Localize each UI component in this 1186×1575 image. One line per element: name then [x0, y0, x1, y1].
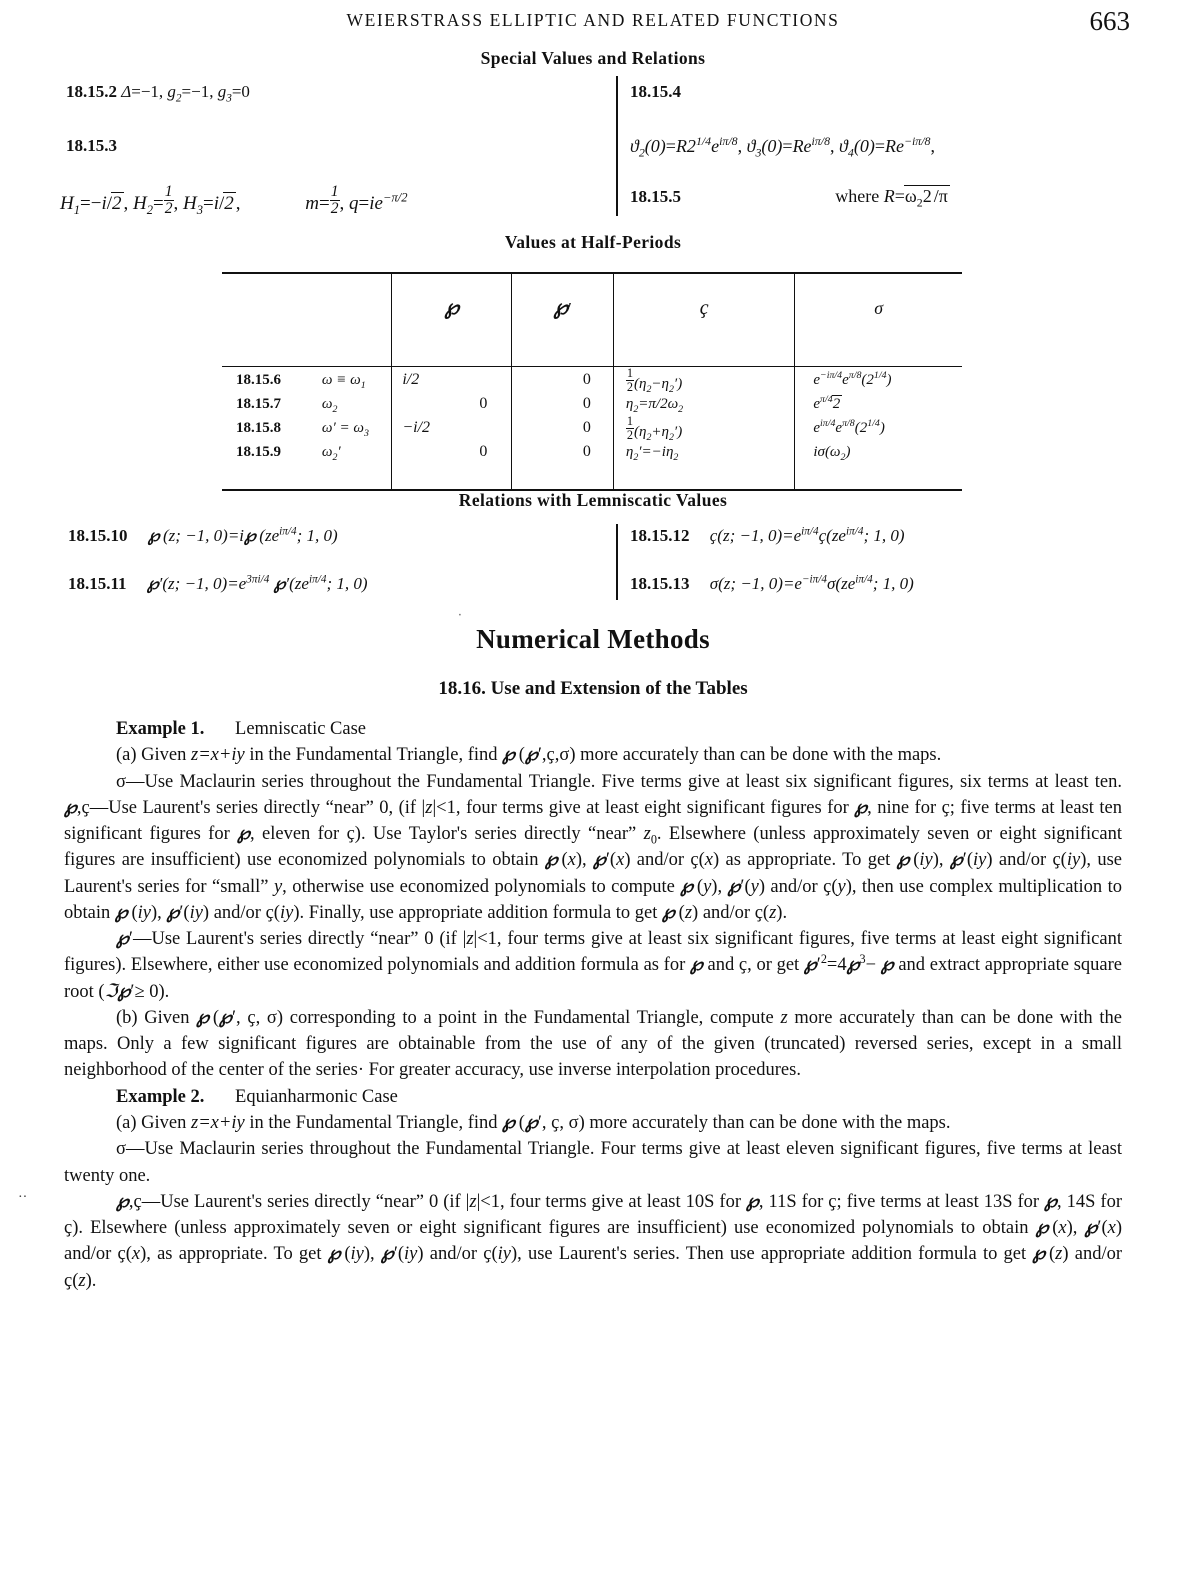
equation-number: 18.15.5	[630, 187, 681, 206]
row-equation-number: 18.15.7	[236, 395, 281, 412]
row-equation-number: 18.15.8	[236, 419, 281, 436]
body-text	[64, 716, 1122, 1294]
equation-number: 18.15.10	[68, 526, 128, 545]
equation-18-15-3	[66, 136, 117, 156]
equation-number: 18.15.2	[66, 82, 117, 101]
page-number: 663	[1089, 6, 1130, 36]
margin-mark: ··	[18, 1190, 28, 1205]
header-blank-1	[222, 273, 322, 340]
example-2-title	[64, 1084, 1122, 1110]
spacer-cell	[512, 340, 614, 367]
row-zeta-value: $\eta_2=\pi/2\omega_2$	[613, 393, 795, 415]
spacer-cell	[613, 463, 795, 490]
spacer-cell	[322, 463, 392, 490]
H-values: $H_1=-i/2$ , $H_2=$ $\frac{1}{2}$ , $H_3=i/2$ ,	[60, 183, 241, 218]
spacer-cell	[613, 340, 795, 367]
equation-number: 18.15.3	[66, 136, 117, 155]
row-wp-value: i/2	[392, 367, 512, 394]
row-sigma-value: $e^{i\pi/4}e^{\pi/8}(2^{1/4})$	[795, 415, 962, 441]
lemniscatic-relations-block	[0, 518, 1186, 618]
row-equation-number: 18.15.6	[236, 371, 281, 388]
table-row	[222, 367, 962, 394]
table-row	[222, 441, 962, 463]
section-heading-half-periods: Values at Half-Periods	[504, 232, 682, 252]
spacer-cell	[795, 463, 962, 490]
example-2-paragraph-wp-zeta: ℘,ҫ—Use Laurent's series directly “near” 0 (if |z|<1, four terms give at least 10S for ℘, 11S for ҫ; five terms at least 13S for ℘, 14S for ҫ). Elsewhere (unless approximately seven or eight significant figures are insufficient) use economized polynomials to obtain ℘ (x), ℘′(x) and/or ҫ(x), as appropriate. To get ℘ (iy), ℘′(iy) and/or ҫ(iy), use Laurent's series. Then use appropriate addition formula to get ℘ (z) and/or ҫ(z).	[64, 1191, 1122, 1291]
stray-mark: ‧	[458, 608, 462, 622]
row-wp-prime-value: 0	[512, 367, 614, 394]
row-zeta-value: $\frac{1}{2}$ $(\eta_2-\eta_2')$	[613, 367, 795, 394]
row-wp-prime-value: 0	[512, 415, 614, 441]
row-wp-value: 0	[392, 441, 512, 463]
example-2-paragraph-a: (a) Given z=x+iy in the Fundamental Triangle, find ℘ (℘′, ҫ, σ) more accurately than can be done with the maps.	[116, 1112, 951, 1133]
equation-body: ҫ(z; −1, $0)=e^{i\pi/4}ҫ(ze^{i\pi/4}$; 1, 0)	[709, 525, 905, 545]
spacer-cell	[795, 340, 962, 367]
running-head	[0, 6, 1186, 40]
row-sigma-value: $i\sigma(\omega_2)$	[795, 441, 962, 463]
column-divider	[616, 76, 618, 216]
row-argument: $\omega_2'$	[321, 443, 341, 463]
row-argument: $\omega' = \omega_3$	[321, 419, 369, 439]
example-1-paragraph-b: (b) Given ℘ (℘′, ҫ, σ) corresponding to a point in the Fundamental Triangle, compute z more accurately than can be done with the maps. Only a few significant figures are obtainable from the use of any of the given (truncated) reversed series, except in a small neighborhood of the center of the series· For greater accuracy, use inverse interpolation procedures.	[64, 1007, 1122, 1081]
half-period-table	[222, 272, 962, 491]
row-sigma-value: $e^{-i\pi/4}e^{\pi/8}(2^{1/4})$	[795, 367, 962, 394]
row-zeta-value: $\frac{1}{2}$ $(\eta_2+\eta_2')$	[613, 415, 795, 441]
example-1-name: Lemniscatic Case	[235, 719, 367, 739]
equation-number: 18.15.12	[630, 526, 690, 545]
table-header-underline-row	[222, 340, 962, 367]
equation-body: Δ=−1, $g_2=-1$, $g_3=0$	[121, 82, 250, 105]
example-1-paragraph-a: (a) Given z=x+iy in the Fundamental Triangle, find ℘ (℘′,ҫ,σ) more accurately than can be done with the maps.	[116, 745, 942, 766]
table-header-row	[222, 273, 962, 340]
spacer-cell	[222, 340, 322, 367]
header-wp-prime: ℘′	[512, 273, 614, 340]
spacer-cell	[392, 340, 512, 367]
spacer-cell	[512, 463, 614, 490]
equation-number: 18.15.4	[630, 82, 681, 101]
row-wp-value: −i/2	[392, 415, 512, 441]
example-2-paragraph-sigma: σ—Use Maclaurin series throughout the Fundamental Triangle. Four terms give at least eleven significant figures, five terms at least twenty one.	[64, 1139, 1122, 1186]
column-divider	[616, 524, 618, 600]
heading-numerical-methods: Numerical Methods	[476, 624, 710, 654]
spacer-cell	[322, 340, 392, 367]
header-blank-2	[322, 273, 392, 340]
header-wp: ℘	[392, 273, 512, 340]
table-row	[222, 415, 962, 441]
row-wp-prime-value: 0	[512, 441, 614, 463]
equation-18-15-2	[66, 82, 250, 105]
row-equation-number: 18.15.9	[236, 443, 281, 460]
equation-body: ℘ (z; −1, 0)=i℘ ($ze^{i\pi/4}$; 1, 0)	[147, 525, 338, 545]
spacer-cell	[222, 463, 322, 490]
section-heading-lemniscatic: Relations with Lemniscatic Values	[458, 490, 728, 510]
row-wp-value: 0	[392, 393, 512, 415]
row-sigma-value: $e^{\pi/4}2$	[795, 393, 962, 415]
equation-18-15-4	[630, 82, 681, 102]
example-1-paragraph-wp-prime: ℘′—Use Laurent's series directly “near” 0 (if |z|<1, four terms give at least six significant figures, five terms at least eight significant figures). Elsewhere, either use economized polynomials and addition formula as for ℘ and ҫ, or get $℘'^2=4℘^3-$ ℘ and extract appropriate square root (ℑ℘′≥ 0).	[64, 929, 1122, 1002]
header-zeta: ҫ	[613, 273, 795, 340]
section-heading-special-values: Special Values and Relations	[480, 48, 706, 68]
table-row	[222, 393, 962, 415]
equation-18-15-4-body: $ϑ_2(0)=R2^{1/4}e^{i\pi/8}$, $ϑ_3(0)=Re^{i\pi/8}$, $ϑ_4(0)=Re^{-i\pi/8}$,	[630, 134, 935, 160]
example-1-paragraph-sigma: σ—Use Maclaurin series throughout the Fundamental Triangle. Five terms give at least six significant figures, six terms at least ten. ℘,ҫ—Use Laurent's series directly “near” 0, (if |z|<1, four terms give at least eight significant figures for ℘, nine for ҫ; five terms at least ten significant figures for ℘, eleven for ҫ). Use Taylor's series directly “near” $z_0$. Elsewhere (unless approximately seven or eight significant figures are insufficient) use economized polynomials to obtain ℘ (x), ℘′(x) and/or ҫ(x) as appropriate. To get ℘ (iy), ℘′(iy) and/or ҫ(iy), use Laurent's series for “small” y, otherwise use economized polynomials to compute ℘ (y), ℘′(y) and/or ҫ(y), then use complex multiplication to obtain ℘ (iy), ℘′(iy) and/or ҫ(iy). Finally, use appropriate addition formula to get ℘ (z) and/or ҫ(z).	[64, 771, 1122, 923]
running-head-title: WEIERSTRASS ELLIPTIC AND RELATED FUNCTIONS	[346, 10, 840, 30]
equation-18-15-5	[630, 186, 950, 210]
example-1-label: Example 1.	[116, 719, 205, 739]
equation-body: ℘′(z; −1, $0)=e^{3\pi i/4}$ $℘'(ze^{i\pi/4}$; 1, 0)	[146, 573, 368, 593]
example-1-title	[64, 716, 1122, 742]
example-2-label: Example 2.	[116, 1086, 205, 1107]
row-argument: $\omega_2$	[321, 395, 338, 415]
equation-18-15-13	[630, 574, 914, 594]
row-wp-prime-value: 0	[512, 393, 614, 415]
m-q-values: m= $\frac{1}{2}$ , $q=ie^{-\pi/2}$	[305, 183, 408, 217]
special-values-block	[0, 44, 1186, 234]
equation-number: 18.15.11	[68, 574, 127, 593]
equation-18-15-10	[68, 526, 338, 546]
row-zeta-value: $\eta_2'=-i\eta_2$	[613, 441, 795, 463]
equation-18-15-3-body	[60, 184, 407, 217]
equation-18-15-5-body: where $R=\omega_22$ /π	[835, 186, 948, 210]
table-bottom-row	[222, 463, 962, 490]
row-argument: $\omega \equiv \omega_1$	[321, 371, 366, 391]
equation-18-15-12	[630, 526, 905, 546]
equation-18-15-11	[68, 574, 368, 594]
spacer-cell	[392, 463, 512, 490]
equation-number: 18.15.13	[630, 574, 690, 593]
equation-body: σ(z; −1, $0)=e^{-i\pi/4}\sigma(ze^{i\pi/4}$; 1, 0)	[709, 573, 914, 593]
header-sigma: σ	[795, 273, 962, 340]
example-2-name: Equianharmonic Case	[235, 1086, 398, 1107]
heading-tables-section: 18.16. Use and Extension of the Tables	[438, 678, 748, 699]
